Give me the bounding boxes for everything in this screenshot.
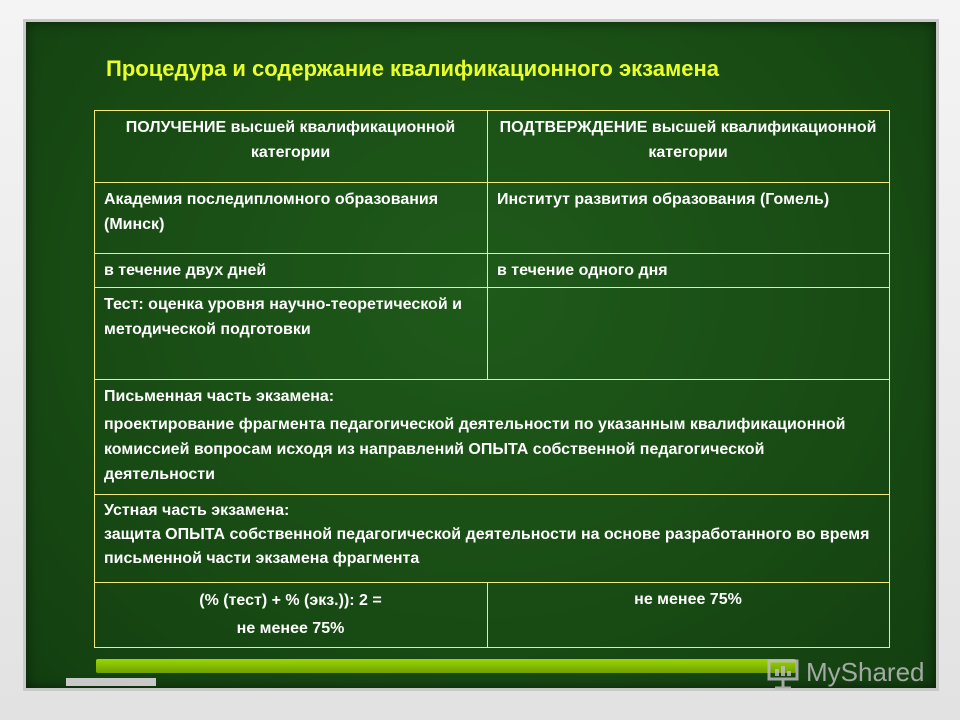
cell-test: Тест: оценка уровня научно-теоретической и методической подготовки <box>95 288 488 380</box>
table-header-row <box>95 111 890 183</box>
exam-table <box>94 110 890 648</box>
watermark-text: MyShared <box>806 657 925 687</box>
table-row <box>95 288 890 380</box>
table-row <box>95 254 890 288</box>
cell-duration-one-day: в течение одного дня <box>488 254 890 288</box>
header-obtaining: ПОЛУЧЕНИЕ высшей квалификационной категории <box>95 111 488 183</box>
presentation-icon <box>766 657 800 691</box>
formula-line-2: не менее 75% <box>236 620 345 637</box>
watermark <box>766 652 925 692</box>
cell-confirm-result: не менее 75% <box>488 583 890 648</box>
chalk-tray <box>96 659 796 673</box>
cell-institution-minsk: Академия последипломного образования (Минск) <box>95 183 488 254</box>
cell-formula <box>95 583 488 648</box>
cell-test-empty <box>488 288 890 380</box>
cell-oral-part <box>95 495 890 583</box>
cell-institution-gomel: Институт развития образования (Гомель) <box>488 183 890 254</box>
formula-line-1: (% (тест) + % (экз.)): 2 = <box>199 592 382 609</box>
slide-title: Процедура и содержание квалификационного экзамена <box>106 56 720 81</box>
eraser <box>66 678 156 686</box>
table-row <box>95 183 890 254</box>
oral-part-title: Устная часть экзамена: <box>104 502 290 519</box>
table-row <box>95 495 890 583</box>
cell-duration-two-days: в течение двух дней <box>95 254 488 288</box>
table-row <box>95 583 890 648</box>
written-part-title: Письменная часть экзамена: <box>104 388 335 405</box>
header-confirming: ПОДТВЕРЖДЕНИЕ высшей квалификационной категории <box>488 111 890 183</box>
oral-part-text: защита ОПЫТА собственной педагогической деятельности на основе разработанного во время письменной части экзамена фрагмента <box>104 526 870 567</box>
written-part-text: проектирование фрагмента педагогической деятельности по указанным квалификационной комиссией вопросам исходя из направлений ОПЫТА собственной педагогической деятельности <box>104 416 846 483</box>
table-row <box>95 380 890 495</box>
cell-written-part <box>95 380 890 495</box>
